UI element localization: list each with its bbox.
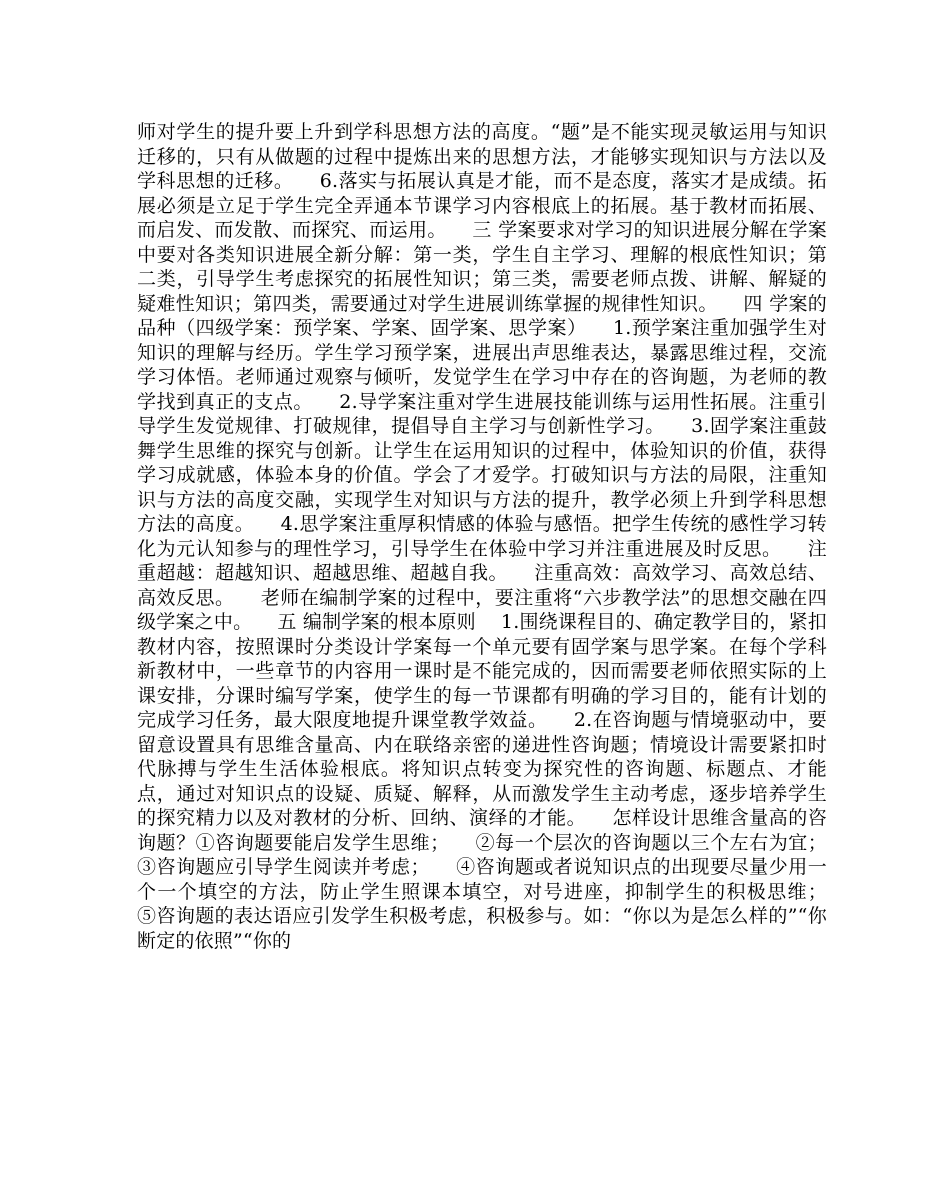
body-text: 师对学生的提升要上升到学科思想方法的高度。“题”是不能实现灵敏运用与知识迁移的，只有从做题的过程中提炼出来的思想方法，才能够实现知识与方法以及学科思想的迁移。 6.落实与拓展认真是才能，而不是态度，落实才是成绩。拓展必须是立足于学生完全弄通本节课学习内容根底上的拓展。基于教材而拓展、而启发、而发散、而探究、而运用。 三 学案要求对学习的知识进展分解在学案中要对各类知识进展全新分解：第一类，学生自主学习、理解的根底性知识；第二类，引导学生考虑探究的拓展性知识；第三类，需要老师点拨、讲解、解疑的疑难性知识；第四类，需要通过对学生进展训练掌握的规律性知识。 四 学案的品种（四级学案：预学案、学案、固学案、思学案） 1.预学案注重加强学生对知识的理解与经历。学生学习预学案，进展出声思维表达，暴露思维过程，交流学习体悟。老师通过观察与倾听，发觉学生在学习中存在的咨询题，为老师的教学找到真正的支点。 2.导学案注重对学生进展技能训练与运用性拓展。注重引导学生发觉规律、打破规律，提倡导自主学习与创新性学习。 3.固学案注重鼓舞学生思维的探究与创新。让学生在运用知识的过程中，体验知识的价值，获得学习成就感，体验本身的价值。学会了才爱学。打破知识与方法的局限，注重知识与方法的高度交融，实现学生对知识与方法的提升，教学必须上升到学科思想方法的高度。 4.思学案注重厚积情感的体验与感悟。把学生传统的感性学习转化为元认知参与的理性学习，引导学生在体验中学习并注重进展及时反思。 注重超越：超越知识、超越思维、超越自我。 注重高效：高效学习、高效总结、高效反思。 老师在编制学案的过程中，要注重将“六步教学法”的思想交融在四级学案之中。 五 编制学案的根本原则 1.围绕课程目的、确定教学目的，紧扣教材内容，按照课时分类设计学案每一个单元要有固学案与思学案。在每个学科新教材中，一些章节的内容用一课时是不能完成的，因而需要老师依照实际的上课安排，分课时编写学案，使学生的每一节课都有明确的学习目的，能有计划的完成学习任务，最大限度地提升课堂教学效益。 2.在咨询题与情境驱动中，要留意设置具有思维含量高、内在联络亲密的递进性咨询题；情境设计需要紧扣时代脉搏与学生生活体验根底。将知识点转变为探究性的咨询题、标题点、才能点，通过对知识点的设疑、质疑、解释，从而激发学生主动考虑，逐步培养学生的探究精力以及对教材的分析、回纳、演绎的才能。 怎样设计思维含量高的咨询题？①咨询题要能启发学生思维； ②每一个层次的咨询题以三个左右为宜； ③咨询题应引导学生阅读并考虑； ④咨询题或者说知识点的出现要尽量少用一个一个填空的方法，防止学生照课本填空，对号进座，抑制学生的积极思维； ⑤咨询题的表达语应引发学生积极考虑，积极参与。如：“你以为是怎么样的”“你断定的依照”“你的 xyxy=(137,121,852,952)
